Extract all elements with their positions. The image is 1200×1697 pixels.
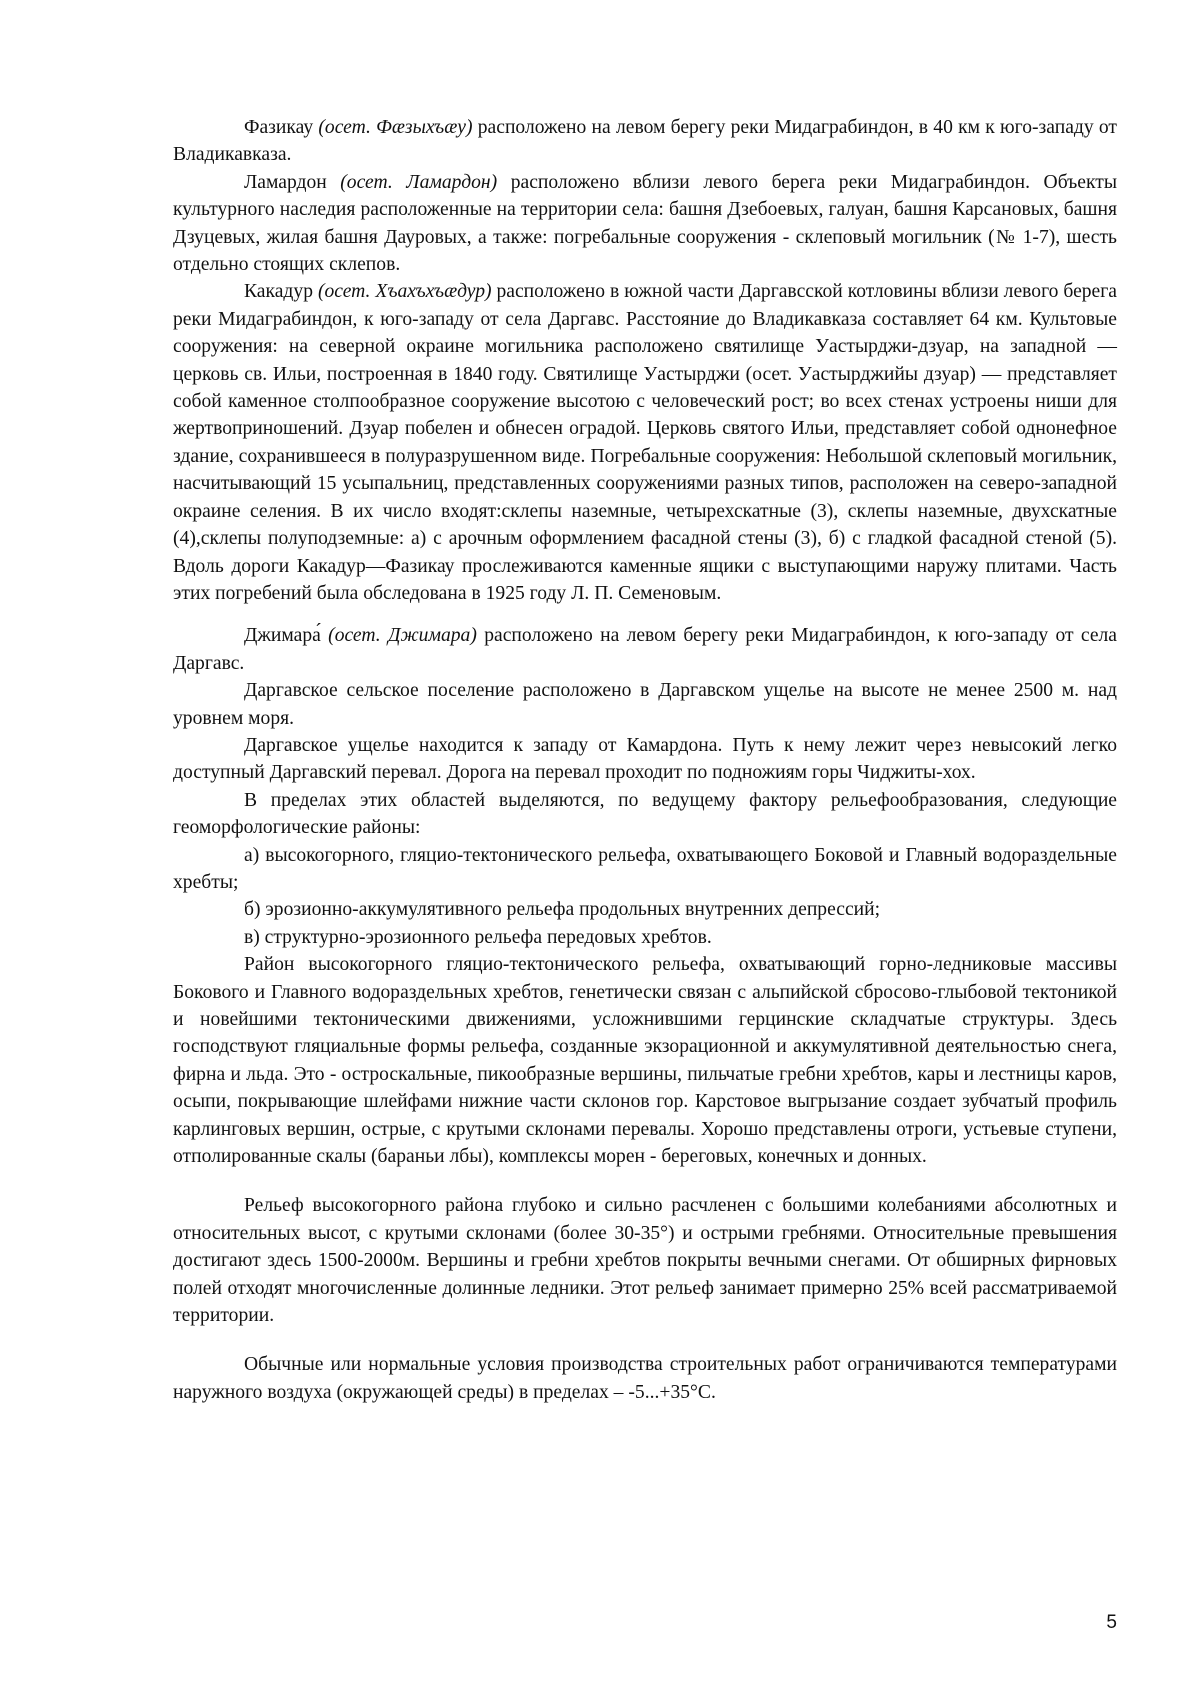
paragraph-text: расположено вблизи левого берега реки Мидаграбиндон. Объекты культурного наследия расположенные на территории села: башня Дзебоевых, галуан, башня Карсановых, башня Дзуцевых, жилая башня Дауровых, а также: погребальные сооружения - склеповый могильник (№ 1-7), шесть отдельно стоящих склепов. <box>173 171 1117 276</box>
ossetian-name: (осет. Фæзыхъæу) <box>318 117 473 138</box>
paragraph-fazikau <box>173 114 1117 169</box>
village-name: Ламардон <box>244 171 341 193</box>
list-item-region-c: в) структурно-эрозионного рельефа передовых хребтов. <box>244 926 712 948</box>
paragraph-highland-district: Район высокогорного гляцио-тектонического рельефа, охватывающий горно-ледниковые массивы Бокового и Главного водораздельных хребтов, генетически связан с альпийской сбросово-глыбовой тектоникой и новейшими тектоническими движениями, усложнившими герцинские складчатые структуры. Здесь господствуют гляциальные формы рельефа, созданные экзорационной и аккумулятивной деятельностью снега, фирна и льда. Это - остроскальные, пикообразные вершины, пильчатые гребни хребтов, кары и лестницы каров, осыпи, покрывающие шлейфами нижние части склонов гор. Карстовое выгрызание создает зубчатый профиль карлинговых вершин, острые, с крутыми склонами перевалы. Хорошо представлены отроги, устьевые ступени, отполированные скалы (бараньи лбы), комплексы морен - береговых, конечных и донных. <box>173 954 1117 1168</box>
paragraph-dzhimara <box>173 622 1117 677</box>
paragraph-dargavs-gorge: Даргавское ущелье находится к западу от Камардона. Путь к нему лежит через невысокий легко доступный Даргавский перевал. Дорога на перевал проходит по подножиям горы Чиджиты-хох. <box>173 734 1117 784</box>
paragraph-kakadur <box>173 278 1117 607</box>
document-body <box>173 114 1117 1406</box>
paragraph-text: расположено в южной части Даргавсской котловины вблизи левого берега реки Мидаграбиндон, к юго-западу от села Даргавс. Расстояние до Владикавказа составляет 64 км. Культовые сооружения: на северной окраине могильника расположено святилище Уастырджи-дзуар, на западной — церковь св. Ильи, построенная в 1840 году. Святилище Уастырджи (осет. Уастырджийы дзуар) — представляет собой каменное столпообразное сооружение высотою с человеческий рост; во всех стенах устроены ниши для жертвоприношений. Дзуар побелен и обнесен оградой. Церковь святого Ильи, представляет собой однонефное здание, сохранившееся в полуразрушенном виде. Погребальные сооружения: Небольшой склеповый могильник, насчитывающий 15 усыпальниц, представленных сооружениями разных типов, расположен на северо-западной окраине селения. В их число входят:склепы наземные, четырехскатные (3), склепы наземные, двухскатные (4),склепы полуподземные: а) с арочным оформлением фасадной стены (3), б) с гладкой фасадной стеной (5). Вдоль дороги Какадур—Фазикау прослеживаются каменные ящики с выступающими наружу плитами. Часть этих погребений была обследована в 1925 году Л. П. Семеновым. <box>173 281 1117 604</box>
paragraph-relief: Рельеф высокогорного района глубоко и сильно расчленен с большими колебаниями абсолютных и относительных высот, с крутыми склонами (более 30-35°) и острыми гребнями. Относительные превышения достигают здесь 1500-2000м. Вершины и гребни хребтов покрыты вечными снегами. От обширных фирновых полей отходят многочисленные долинные ледники. Этот рельеф занимает примерно 25% всей рассматриваемой территории. <box>173 1195 1117 1327</box>
village-name: Джимара́ <box>244 625 329 647</box>
ossetian-name: (осет. Хъахъхъæдур) <box>317 281 492 303</box>
page-number: 5 <box>1106 1612 1117 1633</box>
village-name: Какадур <box>244 281 318 303</box>
list-item-region-b: б) эрозионно-аккумулятивного рельефа продольных внутренних депрессий; <box>244 899 881 921</box>
paragraph-regions-intro: В пределах этих областей выделяются, по ведущему фактору рельефообразования, следующие геоморфологические районы: <box>173 789 1117 839</box>
paragraph-lamardon <box>173 169 1117 279</box>
paragraph-conditions: Обычные или нормальные условия производства строительных работ ограничиваются температурами наружного воздуха (окружающей среды) в пределах – -5...+35°С. <box>173 1354 1117 1403</box>
ossetian-name: (осет. Ламардон) <box>340 171 498 193</box>
village-name: Фазикау <box>244 117 319 138</box>
paragraph-text: расположено на левом берегу реки Мидаграбиндон, в 40 км к юго-западу от Владикавказа. <box>173 117 1117 166</box>
list-item-region-a: а) высокогорного, гляцио-тектонического рельефа, охватывающего Боковой и Главный водораздельные хребты; <box>173 844 1117 893</box>
ossetian-name: (осет. Джимара) <box>328 625 477 647</box>
paragraph-text: расположено на левом берегу реки Мидаграбиндон, к юго-западу от села Даргавс. <box>173 625 1118 674</box>
paragraph-dargavs-settlement: Даргавское сельское поселение расположено в Даргавском ущелье на высоте не менее 2500 м. над уровнем моря. <box>173 680 1117 729</box>
